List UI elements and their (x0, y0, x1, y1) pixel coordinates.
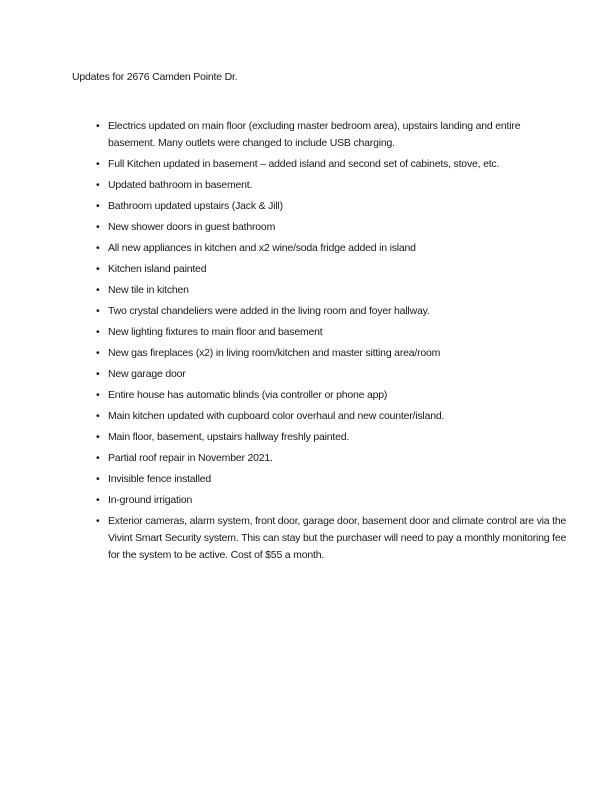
list-item-text: Main floor, basement, upstairs hallway freshly painted. (108, 431, 350, 443)
bullet-icon: • (96, 515, 100, 527)
list-item-text: Updated bathroom in basement. (108, 179, 253, 191)
list-item (96, 387, 570, 404)
list-item (96, 366, 570, 383)
list-item-text: Exterior cameras, alarm system, front door, garage door, basement door and climate control are via the Vivint Smart Security system. This can stay but the purchaser will need to pay a monthly monitoring fee for the system to be active. Cost of $55 a month. (108, 515, 567, 561)
list-item-text: All new appliances in kitchen and x2 wine/soda fridge added in island (108, 242, 416, 254)
updates-list (72, 118, 570, 564)
bullet-icon: • (96, 410, 100, 422)
list-item (96, 450, 570, 467)
list-item-text: New shower doors in guest bathroom (108, 221, 276, 233)
list-item (96, 282, 570, 299)
bullet-icon: • (96, 452, 100, 464)
list-item (96, 219, 570, 236)
document-title: Updates for 2676 Camden Pointe Dr. (72, 71, 238, 83)
list-item (96, 261, 570, 278)
list-item (96, 492, 570, 509)
bullet-icon: • (96, 347, 100, 359)
bullet-icon: • (96, 221, 100, 233)
bullet-icon: • (96, 368, 100, 380)
list-item-text: Partial roof repair in November 2021. (108, 452, 273, 464)
list-item (96, 240, 570, 257)
list-item-text: New tile in kitchen (108, 284, 189, 296)
bullet-icon: • (96, 389, 100, 401)
list-item (96, 303, 570, 320)
list-item (96, 408, 570, 425)
bullet-icon: • (96, 431, 100, 443)
list-item (96, 513, 570, 564)
list-item (96, 324, 570, 341)
list-item-text: Entire house has automatic blinds (via controller or phone app) (108, 389, 388, 401)
list-item-text: Bathroom updated upstairs (Jack & Jill) (108, 200, 283, 212)
list-item-text: Two crystal chandeliers were added in the living room and foyer hallway. (108, 305, 430, 317)
bullet-icon: • (96, 200, 100, 212)
bullet-icon: • (96, 242, 100, 254)
list-item (96, 429, 570, 446)
list-item-text: Invisible fence installed (108, 473, 211, 485)
list-item-text: Electrics updated on main floor (excluding master bedroom area), upstairs landing and entire basement. Many outlets were changed to include USB charging. (108, 120, 521, 149)
bullet-icon: • (96, 158, 100, 170)
list-item (96, 118, 570, 152)
list-item (96, 471, 570, 488)
list-item-text: New gas fireplaces (x2) in living room/kitchen and master sitting area/room (108, 347, 441, 359)
list-item-text: Kitchen island painted (108, 263, 207, 275)
bullet-icon: • (96, 179, 100, 191)
list-item (96, 177, 570, 194)
bullet-icon: • (96, 305, 100, 317)
list-item-text: Full Kitchen updated in basement – added island and second set of cabinets, stove, etc. (108, 158, 500, 170)
bullet-icon: • (96, 284, 100, 296)
bullet-icon: • (96, 326, 100, 338)
bullet-icon: • (96, 473, 100, 485)
list-item-text: New garage door (108, 368, 186, 380)
list-item-text: Main kitchen updated with cupboard color overhaul and new counter/island. (108, 410, 445, 422)
bullet-icon: • (96, 263, 100, 275)
list-item-text: New lighting fixtures to main floor and basement (108, 326, 323, 338)
list-item (96, 198, 570, 215)
list-item (96, 156, 570, 173)
list-item-text: In-ground irrigation (108, 494, 193, 506)
list-item (96, 345, 570, 362)
bullet-icon: • (96, 120, 100, 132)
bullet-icon: • (96, 494, 100, 506)
